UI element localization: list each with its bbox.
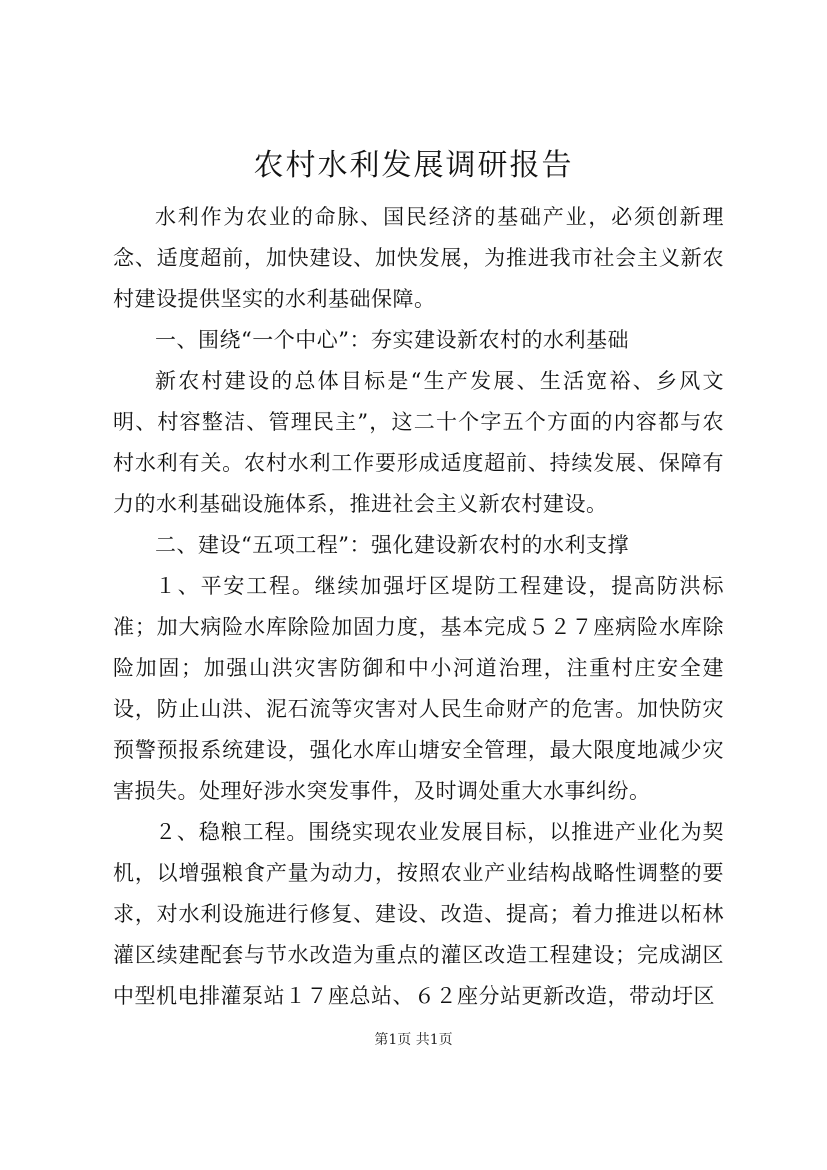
item-two-paragraph: ２、稳粮工程。围绕实现农业发展目标，以推进产业化为契机，以增强粮食产量为动力，按照农业产业结构战略性调整的要求，对水利设施进行修复、建设、改造、提高；着力推进以柘林灌区续建配套与节水改造为重点的灌区改造工程建设；完成湖区中型机电排灌泵站１７座总站、６２座分站更新改造，带动圩区	[113, 820, 724, 1008]
document-title: 农村水利发展调研报告	[253, 148, 574, 183]
section-one-paragraph: 新农村建设的总体目标是“生产发展、生活宽裕、乡风文明、村容整洁、管理民主”，这二十个字五个方面的内容都与农村水利有关。农村水利工作要形成适度超前、持续发展、保障有力的水利基础设施体系，推进社会主义新农村建设。	[113, 369, 724, 516]
document-body	[113, 197, 724, 1017]
intro-paragraph: 水利作为农业的命脉、国民经济的基础产业，必须创新理念、适度超前，加快建设、加快发展，为推进我市社会主义新农村建设提供坚实的水利基础保障。	[113, 205, 724, 311]
section-heading-two: 二、建设“五项工程”：强化建设新农村的水利支撑	[155, 533, 629, 557]
item-one-paragraph: １、平安工程。继续加强圩区堤防工程建设，提高防洪标准；加大病险水库除险加固力度，基本完成５２７座病险水库除险加固；加强山洪灾害防御和中小河道治理，注重村庄安全建设，防止山洪、泥石流等灾害对人民生命财产的危害。加快防灾预警预报系统建设，强化水库山塘安全管理，最大限度地减少灾害损失。处理好涉水突发事件，及时调处重大水事纠纷。	[113, 574, 724, 803]
page-number-footer: 第1页 共1页	[374, 1032, 453, 1048]
section-heading-one: 一、围绕“一个中心”：夯实建设新农村的水利基础	[155, 328, 629, 352]
